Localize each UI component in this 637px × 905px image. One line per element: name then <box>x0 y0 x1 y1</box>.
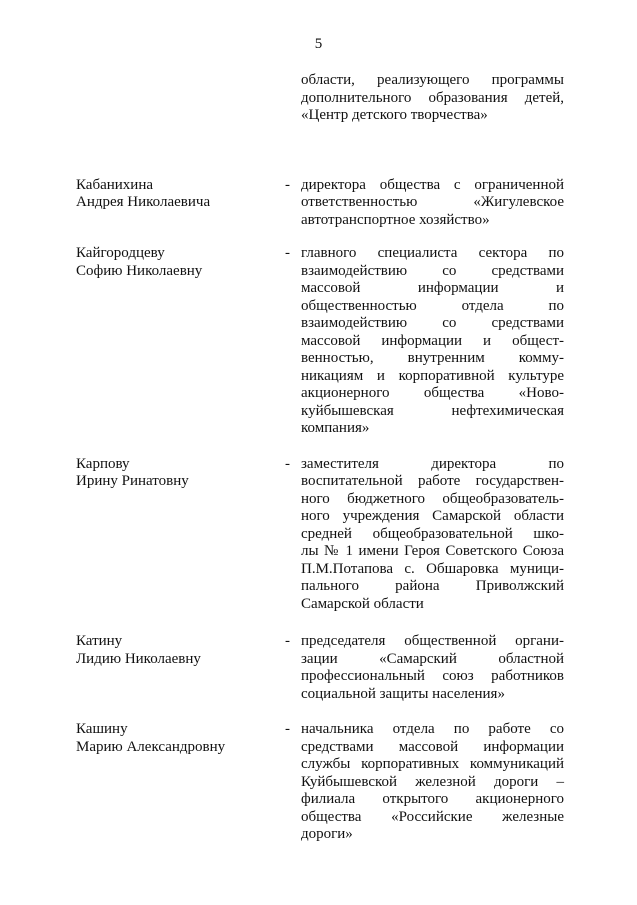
person-surname: Кашину <box>76 721 128 737</box>
description-line: директора общества с ограниченной <box>301 176 564 193</box>
description-line: автотранспортное хозяйство» <box>301 211 490 228</box>
description-line: массовой информации и <box>301 280 564 296</box>
description-line: венностью, внутренним комму- <box>301 350 564 366</box>
description-line: Куйбышевской железной дороги – <box>301 773 564 790</box>
list-item <box>0 721 637 844</box>
separator-dash: - <box>285 455 290 472</box>
member-list <box>0 72 637 844</box>
description-line: области, реализующего программы <box>301 72 564 88</box>
person-surname: Кайгородцеву <box>76 245 165 261</box>
list-item <box>0 245 637 438</box>
description-line: дороги» <box>301 826 353 842</box>
description-line: «Центр детского творчества» <box>301 107 488 123</box>
description-line: компания» <box>301 420 370 436</box>
person-name <box>76 456 276 491</box>
description-line: воспитательной работе государствен- <box>301 473 564 489</box>
description-line: никациям и корпоративной культуре <box>301 367 564 384</box>
description-line: Самарской области <box>301 595 424 612</box>
separator-dash: - <box>285 721 290 737</box>
person-surname: Карпову <box>76 455 130 472</box>
person-given-names: Лидию Николаевну <box>76 650 201 667</box>
description-line: социальной защиты населения» <box>301 685 505 702</box>
person-name <box>76 721 276 756</box>
description-line: П.М.Потапова с. Обшаровка муници- <box>301 560 564 577</box>
separator-dash: - <box>285 633 290 649</box>
description-line: ного бюджетного общеобразователь- <box>301 490 564 507</box>
entry-description <box>301 721 564 844</box>
description-line: общества «Российские железные <box>301 808 564 825</box>
person-surname: Кабанихина <box>76 176 154 193</box>
person-surname: Катину <box>76 633 123 649</box>
entry-description <box>301 72 564 125</box>
person-given-names: Андрея Николаевича <box>76 194 211 210</box>
description-line: взаимодействию со средствами <box>301 315 564 331</box>
entry-description <box>301 245 564 438</box>
separator-dash: - <box>285 245 290 261</box>
description-line: службы корпоративных коммуникаций <box>301 756 564 772</box>
person-name <box>76 177 276 212</box>
description-line: акционерного общества «Ново- <box>301 385 564 401</box>
description-line: средней общеобразовательной шко- <box>301 525 564 542</box>
list-item <box>0 177 637 230</box>
person-given-names: Ирину Ринатовну <box>76 473 189 489</box>
description-line: ответственностью «Жигулевское <box>301 194 564 210</box>
list-item <box>0 456 637 614</box>
description-line: пального района Приволжский <box>301 578 564 594</box>
description-line: дополнительного образования детей, <box>301 89 564 106</box>
entry-description <box>301 456 564 614</box>
description-line: заместителя директора по <box>301 455 564 472</box>
description-line: средствами массовой информации <box>301 738 564 755</box>
list-item <box>0 633 637 703</box>
description-line: филиала открытого акционерного <box>301 791 564 807</box>
entry-description <box>301 177 564 230</box>
description-line: куйбышевская нефтехимическая <box>301 402 564 419</box>
person-given-names: Софию Николаевну <box>76 262 203 279</box>
person-name <box>76 245 276 280</box>
person-given-names: Марию Александровну <box>76 738 226 755</box>
description-line: массовой информации и общест- <box>301 332 564 349</box>
description-line: начальника отдела по работе со <box>301 721 564 737</box>
entry-description <box>301 633 564 703</box>
description-line: общественностью отдела по <box>301 297 564 314</box>
description-line: лы № 1 имени Героя Советского Союза <box>301 543 564 559</box>
page-number: 5 <box>314 36 323 52</box>
list-item <box>0 72 637 125</box>
separator-dash: - <box>285 176 290 193</box>
description-line: взаимодействию со средствами <box>301 262 564 279</box>
description-line: ного учреждения Самарской области <box>301 508 564 524</box>
description-line: зации «Самарский областной <box>301 650 564 667</box>
description-line: председателя общественной органи- <box>301 633 564 649</box>
description-line: главного специалиста сектора по <box>301 245 564 261</box>
person-name <box>76 633 276 668</box>
description-line: профессиональный союз работников <box>301 668 564 684</box>
